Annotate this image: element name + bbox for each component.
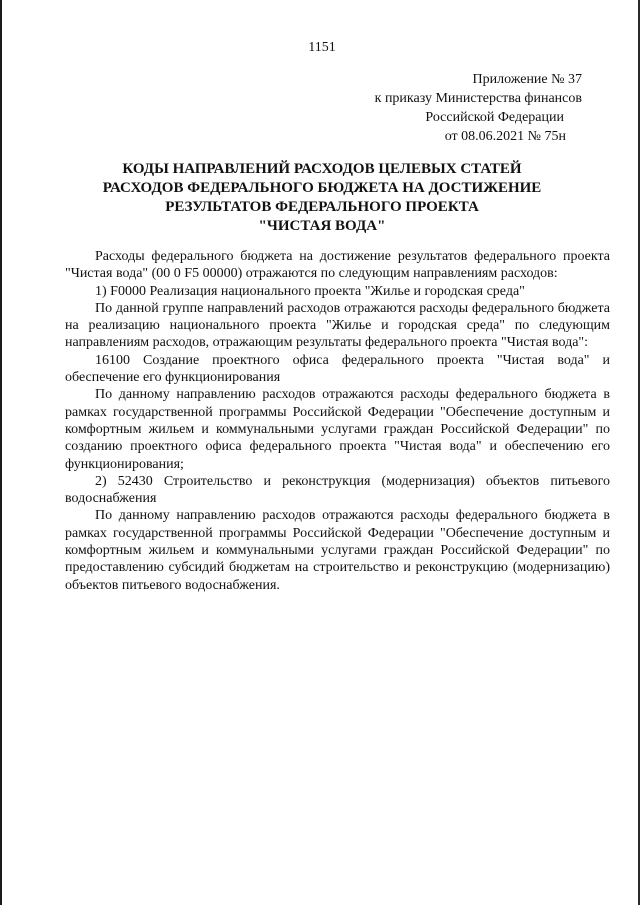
appendix-number: Приложение № 37 [472, 72, 582, 87]
paragraph-item-1-description: По данной группе направлений расходов отражаются расходы федерального бюджета на реализацию национального проекта "Жилье и городская среда" по следующим направлениям расходов, отражающим результаты федерального проекта "Чистая вода": [65, 300, 610, 351]
paragraph-code-16100-description: По данному направлению расходов отражаются расходы федерального бюджета в рамках государственной программы Российской Федерации "Обеспечение доступным и комфортным жильем и коммунальными услугами граждан Российской Федерации" по созданию проектного офиса федерального проекта "Чистая вода" и обеспечению его функционирования; [65, 387, 610, 472]
paragraph-item-1: 1) F0000 Реализация национального проекта "Жилье и городская среда" [95, 283, 525, 299]
title-line: КОДЫ НАПРАВЛЕНИЙ РАСХОДОВ ЦЕЛЕВЫХ СТАТЕЙ [122, 161, 522, 177]
appendix-authority: Российской Федерации [425, 110, 564, 125]
page-number: 1151 [308, 40, 336, 55]
document-title [62, 160, 582, 236]
title-line: РЕЗУЛЬТАТОВ ФЕДЕРАЛЬНОГО ПРОЕКТА [165, 199, 479, 215]
appendix-date: от 08.06.2021 № 75н [444, 129, 566, 144]
paragraph-item-2-description: По данному направлению расходов отражаются расходы федерального бюджета в рамках государственной программы Российской Федерации "Обеспечение доступным и комфортным жильем и коммунальными услугами граждан Российской Федерации" по предоставлению субсидий бюджетам на строительство и реконструкцию (модернизацию) объектов питьевого водоснабжения. [65, 508, 610, 593]
paragraph-code-16100: 16100 Создание проектного офиса федерального проекта "Чистая вода" и обеспечение его функционирования [65, 352, 610, 386]
document-body [65, 248, 610, 594]
paragraph-intro: Расходы федерального бюджета на достижение результатов федерального проекта "Чистая вода" (00 0 F5 00000) отражаются по следующим направлениям расходов: [65, 249, 610, 282]
appendix-order-ref: к приказу Министерства финансов [374, 91, 582, 106]
title-line: РАСХОДОВ ФЕДЕРАЛЬНОГО БЮДЖЕТА НА ДОСТИЖЕНИЕ [102, 180, 542, 196]
paragraph-item-2: 2) 52430 Строительство и реконструкция (модернизация) объектов питьевого водоснабжения [65, 473, 610, 507]
appendix-header [375, 70, 582, 146]
title-line: "ЧИСТАЯ ВОДА" [258, 218, 386, 234]
